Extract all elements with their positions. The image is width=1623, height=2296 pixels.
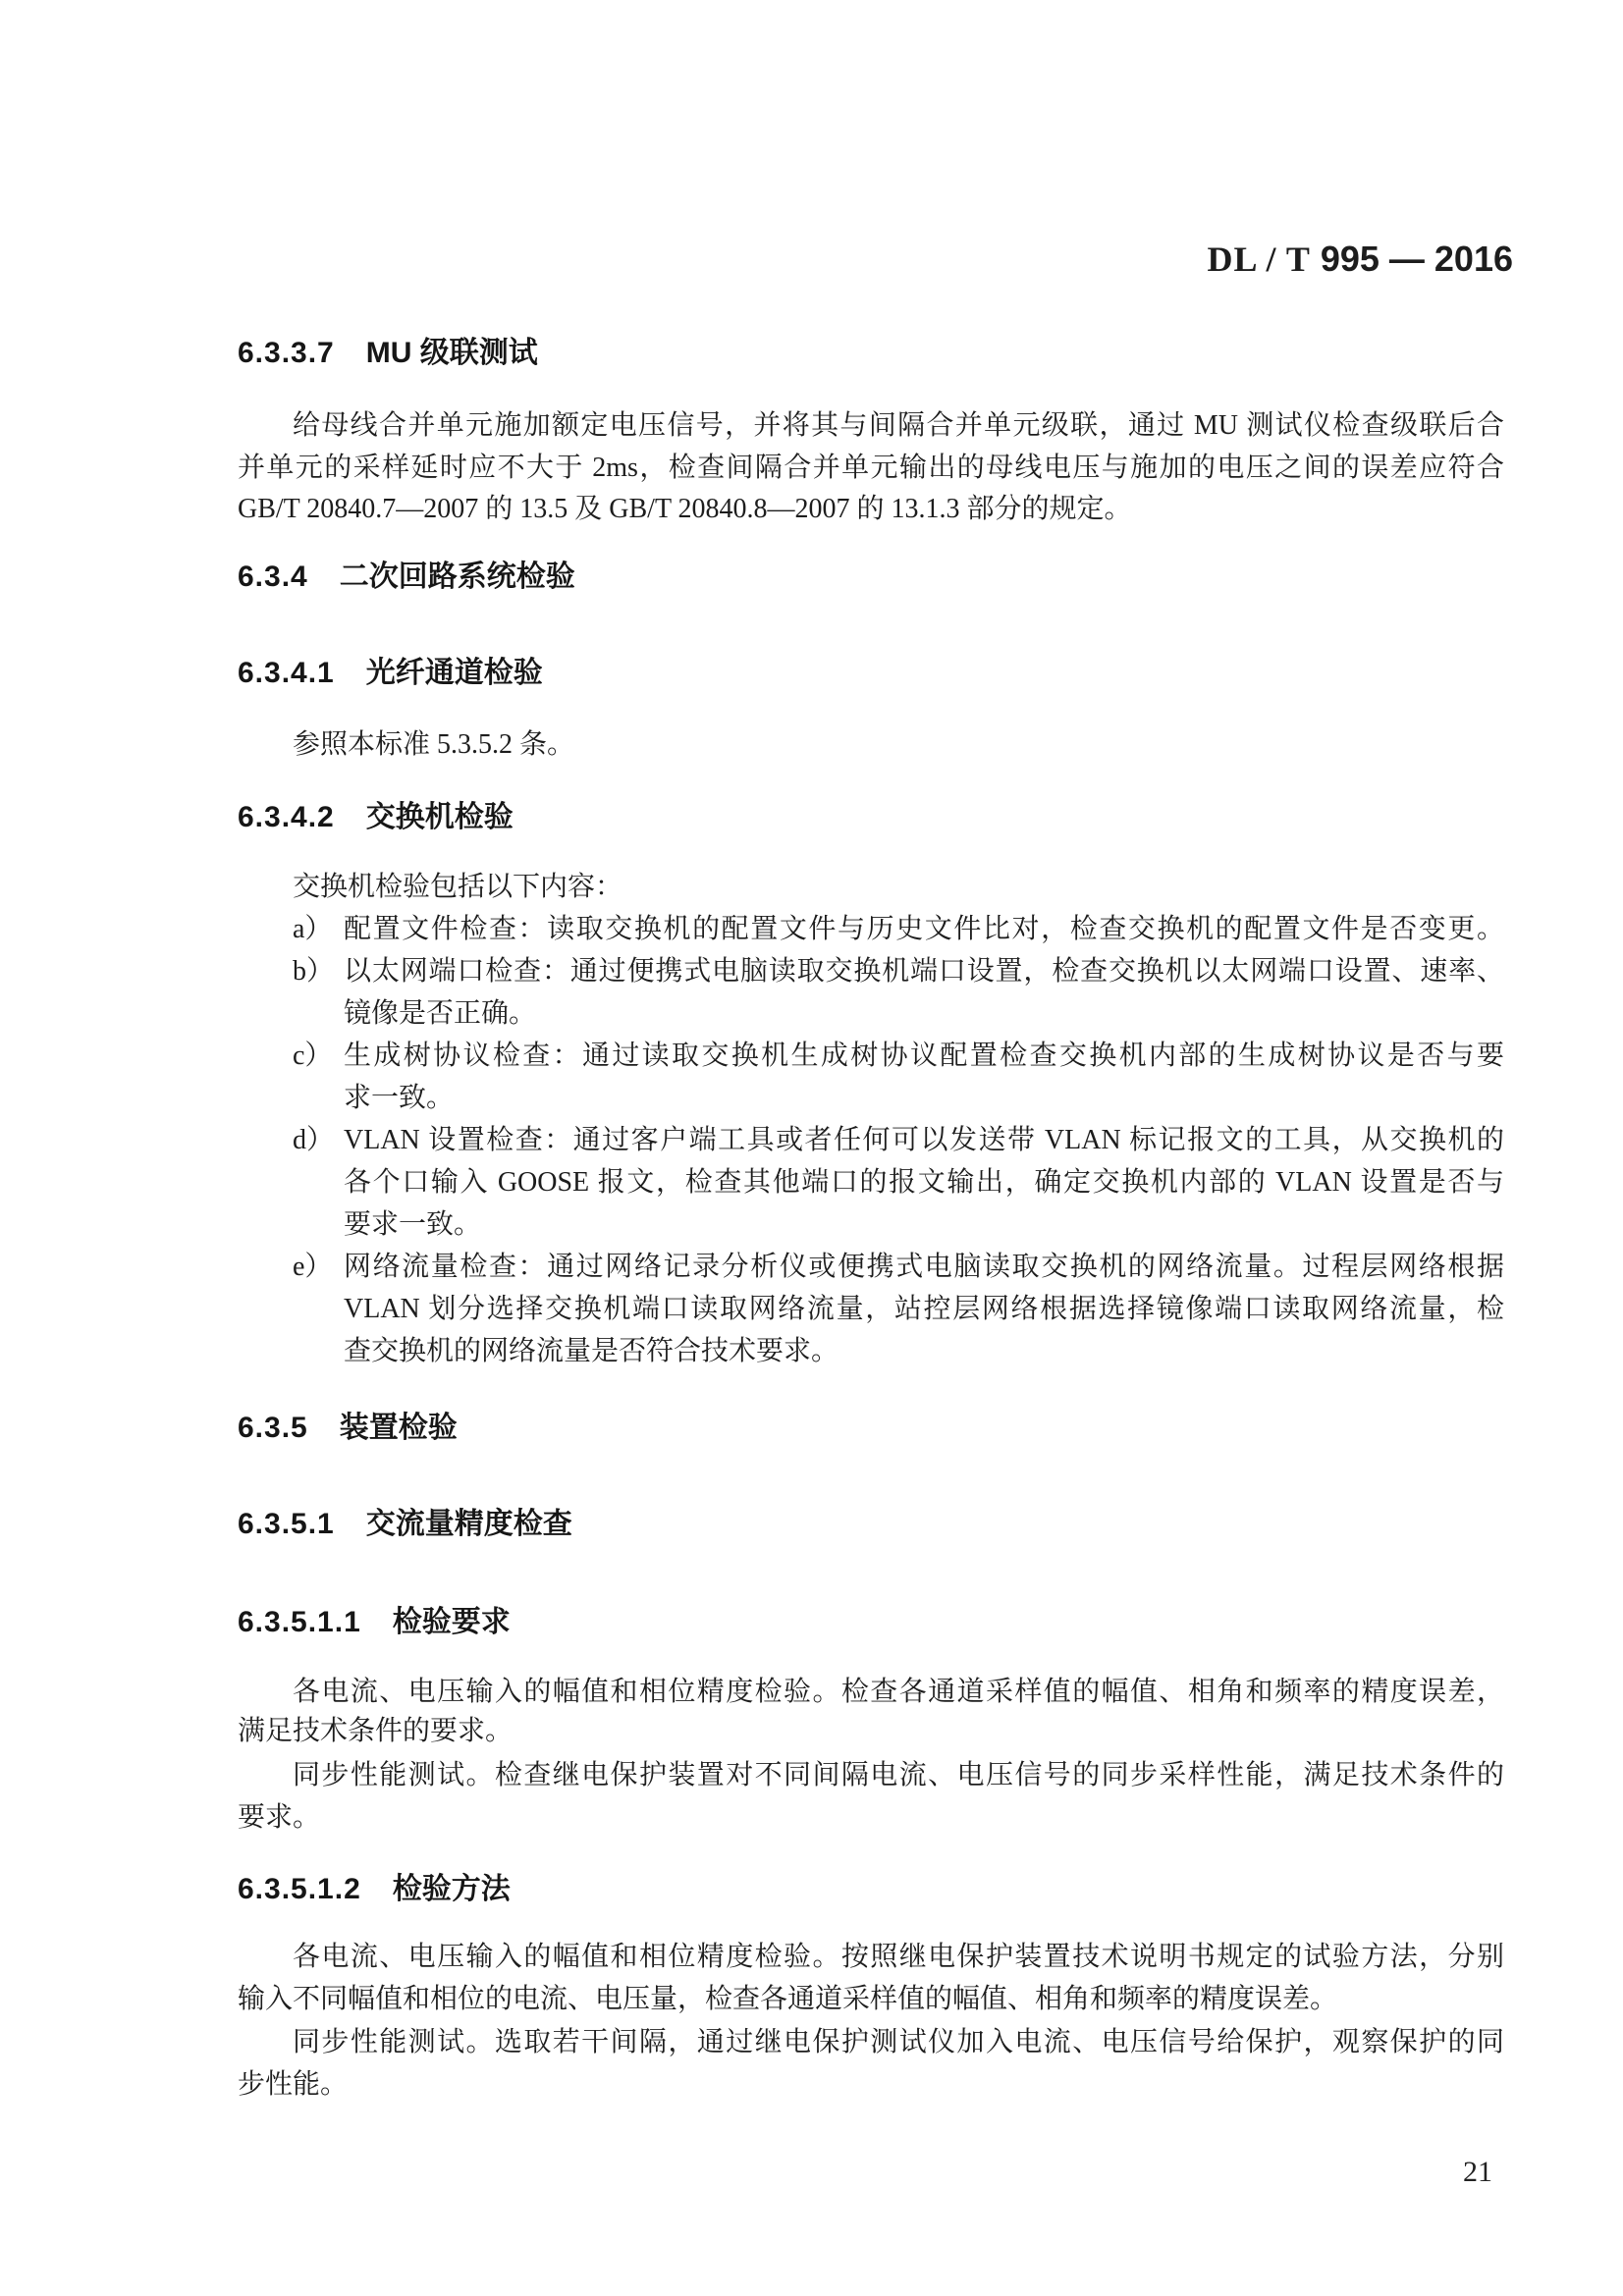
list-item-line: 要求一致。 — [344, 1209, 482, 1240]
list-item-text: 生成树协议检查：通过读取交换机生成树协议配置检查交换机内部的生成树协议是否与要 — [344, 1041, 1504, 1071]
para-line: 并单元的采样延时应不大于 2ms，检查间隔合并单元输出的母线电压与施加的电压之间的误差应符合 — [238, 453, 1504, 483]
section-heading-63512 — [238, 1872, 511, 1907]
section-title: 二次回路系统检验 — [339, 561, 575, 593]
para-line: 满足技术条件的要求。 — [238, 1716, 514, 1746]
list-item-text: 以太网端口检查：通过便携式电脑读取交换机端口设置，检查交换机以太网端口设置、速率、 — [344, 956, 1504, 987]
list-item-line — [238, 1246, 1504, 1288]
list-item-line: 镜像是否正确。 — [344, 998, 537, 1029]
section-heading-6351 — [238, 1507, 572, 1542]
para-line: 各电流、电压输入的幅值和相位精度检验。检查各通道采样值的幅值、相角和频率的精度误差， — [293, 1677, 1504, 1707]
para-line: 给母线合并单元施加额定电压信号，并将其与间隔合并单元级联，通过 MU 测试仪检查级联后合 — [293, 410, 1504, 441]
section-number: 6.3.5 — [238, 1412, 308, 1444]
list-item-text: 网络流量检查：通过网络记录分析仪或便携式电脑读取交换机的网络流量。过程层网络根据 — [344, 1252, 1504, 1282]
standard-number-header — [1207, 239, 1513, 280]
list-marker: e） — [293, 1252, 333, 1282]
section-title: MU 级联测试 — [365, 337, 538, 369]
section-title: 检验方法 — [392, 1873, 511, 1905]
section-number: 6.3.3.7 — [238, 337, 335, 369]
section-title: 装置检验 — [339, 1412, 458, 1444]
para-line: 参照本标准 5.3.5.2 条。 — [293, 729, 575, 760]
list-item-line: 查交换机的网络流量是否符合技术要求。 — [344, 1336, 839, 1366]
para-line: 要求。 — [238, 1802, 321, 1833]
list-item-line: 求一致。 — [344, 1083, 455, 1113]
standard-code: DL / T — [1207, 240, 1311, 279]
section-title: 光纤通道检验 — [365, 657, 543, 689]
para-line: 交换机检验包括以下内容： — [293, 872, 623, 902]
section-title: 交流量精度检查 — [365, 1508, 572, 1540]
section-heading-635 — [238, 1411, 458, 1446]
section-number: 6.3.5.1 — [238, 1508, 335, 1540]
list-item-line — [238, 908, 1504, 950]
list-item-line — [238, 1035, 1504, 1077]
list-marker: b） — [293, 956, 335, 987]
list-item-line: 各个口输入 GOOSE 报文，检查其他端口的报文输出，确定交换机内部的 VLAN 设置是否与 — [344, 1167, 1504, 1198]
section-heading-6337 — [238, 336, 538, 371]
section-number: 6.3.4.1 — [238, 657, 335, 689]
list-item-text: 配置文件检查：读取交换机的配置文件与历史文件比对，检查交换机的配置文件是否变更。 — [344, 914, 1504, 944]
para-line: 同步性能测试。选取若干间隔，通过继电保护测试仪加入电流、电压信号给保护，观察保护的同 — [293, 2027, 1504, 2057]
section-heading-6342 — [238, 800, 514, 835]
para-line: 各电流、电压输入的幅值和相位精度检验。按照继电保护装置技术说明书规定的试验方法，分别 — [293, 1942, 1504, 1972]
section-number: 6.3.5.1.1 — [238, 1606, 361, 1638]
section-heading-6341 — [238, 656, 543, 691]
list-item-text: VLAN 设置检查：通过客户端工具或者任何可以发送带 VLAN 标记报文的工具，从交换机的 — [344, 1125, 1504, 1155]
para-line: 步性能。 — [238, 2069, 349, 2100]
list-item-line: VLAN 划分选择交换机端口读取网络流量，站控层网络根据选择镜像端口读取网络流量，检 — [344, 1294, 1504, 1324]
page-number: 21 — [1463, 2156, 1492, 2188]
para-line: 输入不同幅值和相位的电流、电压量，检查各通道采样值的幅值、相角和频率的精度误差。 — [238, 1984, 1338, 2014]
section-heading-63511 — [238, 1605, 511, 1640]
section-number: 6.3.4.2 — [238, 801, 335, 833]
section-number: 6.3.4 — [238, 561, 308, 593]
para-line: GB/T 20840.7—2007 的 13.5 及 GB/T 20840.8—2007 的 13.1.3 部分的规定。 — [238, 494, 1132, 524]
standard-edition: 995 — 2016 — [1320, 239, 1513, 279]
section-heading-634 — [238, 560, 575, 595]
list-marker: c） — [293, 1041, 333, 1071]
list-item-line — [238, 1119, 1504, 1161]
list-marker: d） — [293, 1125, 335, 1155]
section-number: 6.3.5.1.2 — [238, 1873, 361, 1905]
para-line: 同步性能测试。检查继电保护装置对不同间隔电流、电压信号的同步采样性能，满足技术条件的 — [293, 1760, 1504, 1790]
section-title: 检验要求 — [392, 1606, 511, 1638]
list-item-line — [238, 950, 1504, 992]
list-marker: a） — [293, 914, 333, 944]
section-title: 交换机检验 — [365, 801, 514, 833]
